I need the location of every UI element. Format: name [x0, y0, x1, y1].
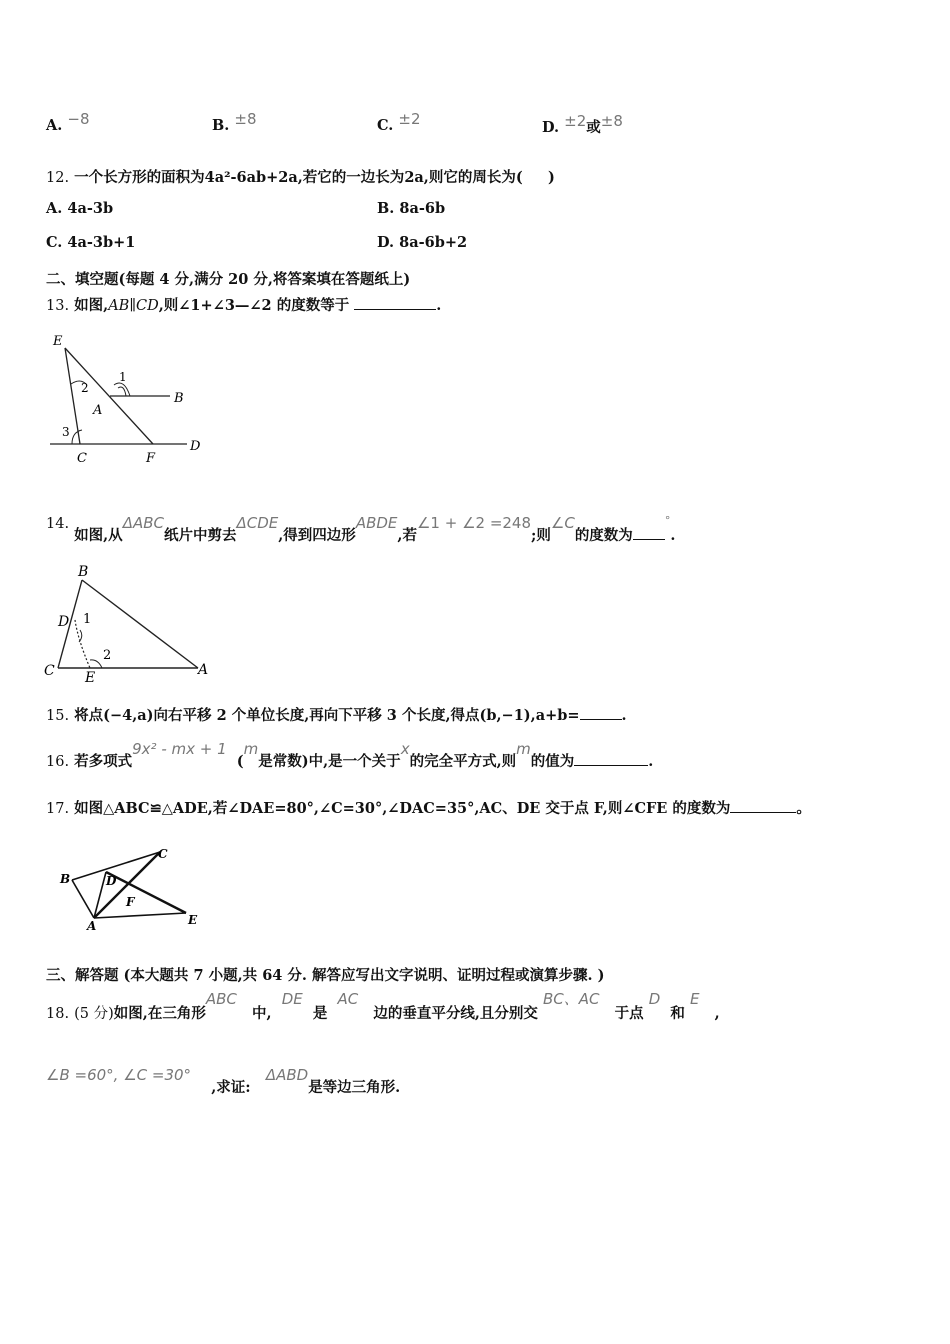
stem-end: .: [436, 297, 442, 314]
label-d: D: [58, 614, 70, 630]
q14-stem: [46, 512, 675, 542]
section-2-title: 二、填空题(每题 4 分,满分 20 分,将答案填在答题纸上): [46, 271, 411, 288]
angle-2-arc: [90, 660, 102, 668]
label-d: D: [190, 439, 201, 454]
option-value: ±2: [398, 110, 421, 128]
stem-math: ABC: [205, 990, 237, 1008]
stem-math: m: [243, 740, 259, 758]
label-angle-1: 1: [83, 612, 92, 627]
option-value: 4a-3b+1: [67, 234, 136, 251]
stem-math: ΔCDE: [236, 514, 279, 532]
answer-blank[interactable]: [730, 798, 796, 813]
side-ae: [94, 913, 186, 918]
answer-blank[interactable]: [574, 751, 648, 766]
stem-text: (: [236, 753, 244, 770]
q12-option-b: [377, 200, 445, 217]
stem-math: ∠C: [550, 514, 575, 532]
question-number: 13.: [46, 298, 70, 314]
label-a: A: [198, 662, 209, 678]
label-angle-2: 2: [103, 648, 112, 663]
stem-text: 的完全平方式,则: [409, 753, 517, 770]
option-letter: A.: [46, 117, 63, 134]
stem-text: ,得到四边形: [278, 527, 356, 544]
label-b: B: [174, 391, 184, 406]
answer-blank[interactable]: [354, 295, 436, 310]
stem-text: 中,: [252, 1005, 272, 1022]
stem-text: 纸片中剪去: [163, 527, 237, 544]
stem-text: 的值为: [530, 753, 575, 770]
stem-math: ΔABD: [265, 1066, 309, 1084]
q16-stem: [46, 738, 653, 768]
option-value: −8: [67, 110, 90, 128]
stem-text: ,则∠1+∠3—∠2 的度数等于: [158, 297, 350, 314]
stem-text: ,若它的一边长为: [297, 169, 405, 186]
stem-text: ,则它的周长为(: [423, 169, 523, 186]
label-angle-2: 2: [81, 381, 89, 395]
stem-text: 将点(−4,a)向右平移 2 个单位长度,再向下平移 3 个长度,得点(b,−1),a+b=: [74, 707, 580, 724]
option-letter: B.: [212, 117, 230, 134]
q15-stem: [46, 704, 627, 725]
q11-option-d: [542, 112, 623, 137]
stem-math: ∠1 + ∠2 =248: [416, 514, 532, 532]
q17-figure: [52, 840, 212, 935]
stem-math: 9x² - mx + 1: [132, 740, 227, 758]
q12-stem: [46, 166, 555, 187]
stem-expression: 4a²-6ab+2a: [204, 169, 298, 186]
question-number: 15.: [46, 708, 70, 724]
section-3-title: 三、解答题 (本大题共 7 小题,共 64 分. 解答应写出文字说明、证明过程或演算步骤. ): [46, 967, 605, 984]
stem-text: 如图,从: [74, 527, 123, 544]
stem-text: 的度数为: [574, 527, 633, 544]
label-e: E: [188, 913, 198, 927]
q11-option-b: [212, 110, 257, 134]
label-a: A: [87, 919, 97, 933]
option-letter: D.: [542, 119, 560, 136]
stem-math: ∠B =60°, ∠C =30°: [46, 1066, 192, 1084]
option-letter: B.: [377, 200, 395, 217]
question-score: (5 分): [74, 1006, 114, 1022]
answer-blank[interactable]: [633, 525, 665, 540]
stem-text: ,若: [397, 527, 417, 544]
stem-text: 若多项式: [74, 753, 133, 770]
stem-text: 如图,在三角形: [113, 1005, 206, 1022]
option-value: ±2: [564, 112, 587, 130]
q13-figure: [40, 328, 215, 468]
label-a: A: [93, 403, 103, 418]
option-value: ±8: [234, 110, 257, 128]
option-letter: C.: [377, 117, 394, 134]
stem-text: 边的垂直平分线,且分别交: [373, 1005, 538, 1022]
label-e: E: [53, 334, 63, 349]
label-b: B: [60, 872, 71, 886]
q12-option-d: [377, 234, 467, 251]
question-number: 17.: [46, 801, 70, 817]
stem-text: ,求证:: [211, 1079, 251, 1096]
label-c: C: [44, 663, 55, 679]
stem-text: 是常数)中,是一个关于: [258, 753, 401, 770]
answer-blank[interactable]: [580, 705, 622, 720]
label-f: F: [126, 895, 135, 909]
option-value: 4a-3b: [67, 200, 114, 217]
angle-3-arc: [72, 430, 82, 444]
q14-figure: [40, 560, 215, 690]
stem-end: .: [648, 753, 654, 770]
stem-text: 如图,: [74, 297, 109, 314]
stem-expression: 2a: [404, 169, 424, 186]
q11-option-c: [377, 110, 421, 134]
label-angle-3: 3: [62, 425, 70, 439]
q13-stem: [46, 294, 441, 315]
option-letter: D.: [377, 234, 395, 251]
question-number: 14.: [46, 516, 70, 532]
cut-line-de: [75, 620, 90, 668]
stem-expression: AB∥CD: [108, 298, 159, 314]
option-value: 8a-6b: [399, 200, 446, 217]
label-b: B: [78, 564, 89, 580]
stem-text: ;则: [531, 527, 551, 544]
label-angle-1: 1: [119, 370, 127, 384]
q18-stem-line-1: [46, 988, 720, 1020]
stem-math: ΔABC: [122, 514, 164, 532]
stem-end: 。: [796, 800, 811, 817]
stem-end: .: [670, 527, 676, 544]
stem-math: DE: [281, 990, 303, 1008]
question-number: 12.: [46, 170, 70, 186]
stem-math: ABDE: [355, 514, 398, 532]
paren: ): [547, 169, 555, 186]
question-number: 18.: [46, 1006, 70, 1022]
option-value: 8a-6b+2: [399, 234, 468, 251]
degree-mark: °: [664, 514, 671, 527]
angle-1-arc: [118, 387, 126, 396]
side-ba: [82, 580, 198, 668]
stem-math: x: [400, 740, 410, 758]
q11-option-a: [46, 110, 90, 134]
stem-math: BC、AC: [542, 990, 600, 1008]
stem-text: 是: [312, 1005, 328, 1022]
label-c: C: [158, 847, 168, 861]
q12-option-c: [46, 234, 135, 251]
question-number: 16.: [46, 754, 70, 770]
stem-text: 和: [670, 1005, 685, 1022]
stem-text: 一个长方形的面积为: [74, 169, 205, 186]
label-c: C: [77, 451, 87, 466]
option-letter: A.: [46, 200, 63, 217]
q12-option-a: [46, 200, 113, 217]
q18-stem-line-2: [46, 1064, 400, 1096]
q17-stem: [46, 797, 811, 818]
side-ba: [72, 880, 94, 918]
stem-text: 于点: [614, 1005, 644, 1022]
option-value-2: ±8: [600, 112, 623, 130]
stem-text: 是等边三角形.: [308, 1079, 401, 1096]
label-d: D: [106, 874, 117, 888]
label-f: F: [146, 451, 156, 466]
stem-end: .: [621, 707, 627, 724]
option-letter: C.: [46, 234, 63, 251]
stem-math: D: [648, 990, 661, 1008]
label-e: E: [85, 670, 96, 686]
stem-text: ,: [714, 1005, 720, 1022]
stem-math: m: [516, 740, 531, 758]
stem-math: E: [689, 990, 700, 1008]
stem-text: 如图△ABC≌△ADE,若∠DAE=80°,∠C=30°,∠DAC=35°,AC、DE 交于点 F,则∠CFE 的度数为: [74, 800, 731, 817]
angle-1-arc-outer: [114, 383, 130, 396]
option-joiner: 或: [586, 119, 601, 136]
stem-math: AC: [337, 990, 359, 1008]
